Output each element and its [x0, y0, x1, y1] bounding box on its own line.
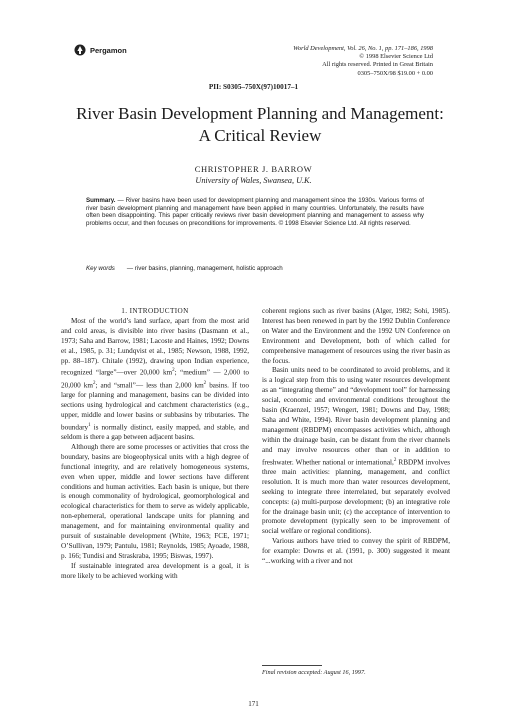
- left-column: [61, 307, 249, 582]
- text-run: is normally distinct, easily mapped, and stable, and seldom is there a gap between adjacent basins.: [61, 423, 249, 442]
- journal-line: World Development, Vol. 26, No. 1, pp. 171–186, 1998: [293, 45, 433, 52]
- publisher-logo: [74, 44, 127, 56]
- journal-line: All rights reserved. Printed in Great Britain: [322, 61, 433, 69]
- abstract: [86, 197, 424, 227]
- right-column: [262, 307, 450, 567]
- text-run: RBDPM involves three main activities: planning, management, and conflict resolution. It is much more than water resources development, seeking to integrate three interrelated, but separately evolved concepts: (a) multi-purpose development; (b) an integrative role for the drainage basin unit; (c) the acceptance of intervention to promote development (typically seen to be improvement of social welfare or regional conditions).: [262, 457, 450, 536]
- body-paragraph: [262, 366, 450, 537]
- article-title: [60, 103, 460, 147]
- text-run: Basin units need to be coordinated to avoid problems, and it is a logical step from this to using water resources development as an “integrating theme” and “development tool” for harnessing social, economic and environmental conditions throughout the basin (Kraenzel, 1957; Wengert, 1981; Downs and Day, 1988; Saha and White, 1994). River basin development planning and management (RBDPM) encompasses activities which, although within the drainage basin, can be distant from the river channels and may involve resources other than or in addition to freshwater. Whether national or international,: [262, 366, 450, 466]
- abstract-text: — River basins have been used for development planning and management since the 1930s. Various forms of river basin development planning and management have been applied in many countries. Unfortunately, the results have often been disappointing. This paper critically reviews river basin development planning and management to assess why problems occur, and then focuses on preconditions for improvements. © 1998 Elsevier Science Ltd. All rights reserved.: [86, 197, 424, 227]
- pergamon-tree-icon: [74, 44, 86, 56]
- text-run: basins. If too large for planning and management, basins can be divided into sections using hydrological and catchment characteristics (e.g., upper, middle and lower basins or subbasins by tributaries. The boundary: [61, 381, 249, 432]
- superscript: 2: [203, 380, 207, 386]
- text-run: ; “medium” — 2,000 to 20,000 km: [61, 368, 249, 390]
- body-paragraph: coherent regions such as river basins (Alger, 1982; Sohi, 1985). Interest has been renewed in part by the 1992 Dublin Conference on Water and the Environment and the 1992 UN Conference on Environment and Development, both of which called for comprehensive management of resources using the river basin as the focus.: [262, 307, 450, 365]
- author-affiliation: University of Wales, Swansea, U.K.: [195, 176, 312, 185]
- footnote-rule: [262, 665, 322, 666]
- journal-line: 0305–750X/98 $19.00 + 0.00: [357, 69, 433, 77]
- body-paragraph: Various authors have tried to convey the spirit of RBDPM, for example: Downs et al. (1991, p. 300) suggested it meant “...working with a river and not: [262, 537, 450, 566]
- body-paragraph: If sustainable integrated area development is a goal, it is more likely to be achieved working with: [61, 561, 249, 580]
- pii-identifier: PII: S0305–750X(97)10017–1: [208, 83, 299, 91]
- body-paragraph: [61, 317, 249, 443]
- footnote: Final revision accepted: August 16, 1997.: [262, 669, 366, 676]
- section-heading: 1. INTRODUCTION: [121, 307, 189, 315]
- keywords-label: Key words: [86, 265, 115, 272]
- author-name: CHRISTOPHER J. BARROW: [194, 164, 313, 174]
- title-line: River Basin Development Planning and Management:: [76, 104, 444, 123]
- keywords-text: — river basins, planning, management, holistic approach: [126, 265, 283, 272]
- page-number: 171: [248, 700, 259, 708]
- abstract-label: Summary.: [86, 197, 116, 204]
- superscript: 2: [92, 380, 96, 386]
- keywords: [86, 265, 283, 272]
- text-run: ; and “small”— less than 2,000 km: [95, 381, 204, 390]
- body-paragraph: Although there are some processes or activities that cross the boundary, basins are biogeophysical units with a high degree of functional integrity, and are relatively homogeneous systems, even when upper, middle and lower sections have different conditions and human activities. Each basin is unique, but there is enough commonality of hydrological, geomorphological and ecological characteristics for them to serve as widely applicable, non-ephemeral, operational landscape units for planning and management, and for maintaining environmental quality and pursuit of sustainable development (White, 1963; FCE, 1971; O’Sullivan, 1979; Pantulu, 1981; Reynolds, 1985; Ayoade, 1988, p. 166; Tundisi and Straskraba, 1995; Biswas, 1997).: [61, 442, 249, 560]
- publisher-name: Pergamon: [90, 45, 127, 55]
- journal-line: © 1998 Elsevier Science Ltd: [359, 53, 433, 61]
- text-run: Most of the world’s land surface, apart from the most arid and cold areas, is divisible into river basins (Dasmann et al., 1973; Saha and Barrow, 1981; Lacoste and Haines, 1992; Downs et al., 1985, p. 31; Lundqvist et al., 1985; Newson, 1988, 1992, pp. 88–187). Chitale (1992), drawing upon Indian experience, recognized “large”—over 20,000 km: [61, 316, 249, 377]
- superscript: 2: [172, 368, 175, 374]
- footnote-marker: 1: [88, 422, 91, 428]
- journal-citation: [293, 45, 433, 78]
- footnote-marker: 2: [393, 457, 397, 463]
- title-line: A Critical Review: [198, 126, 322, 145]
